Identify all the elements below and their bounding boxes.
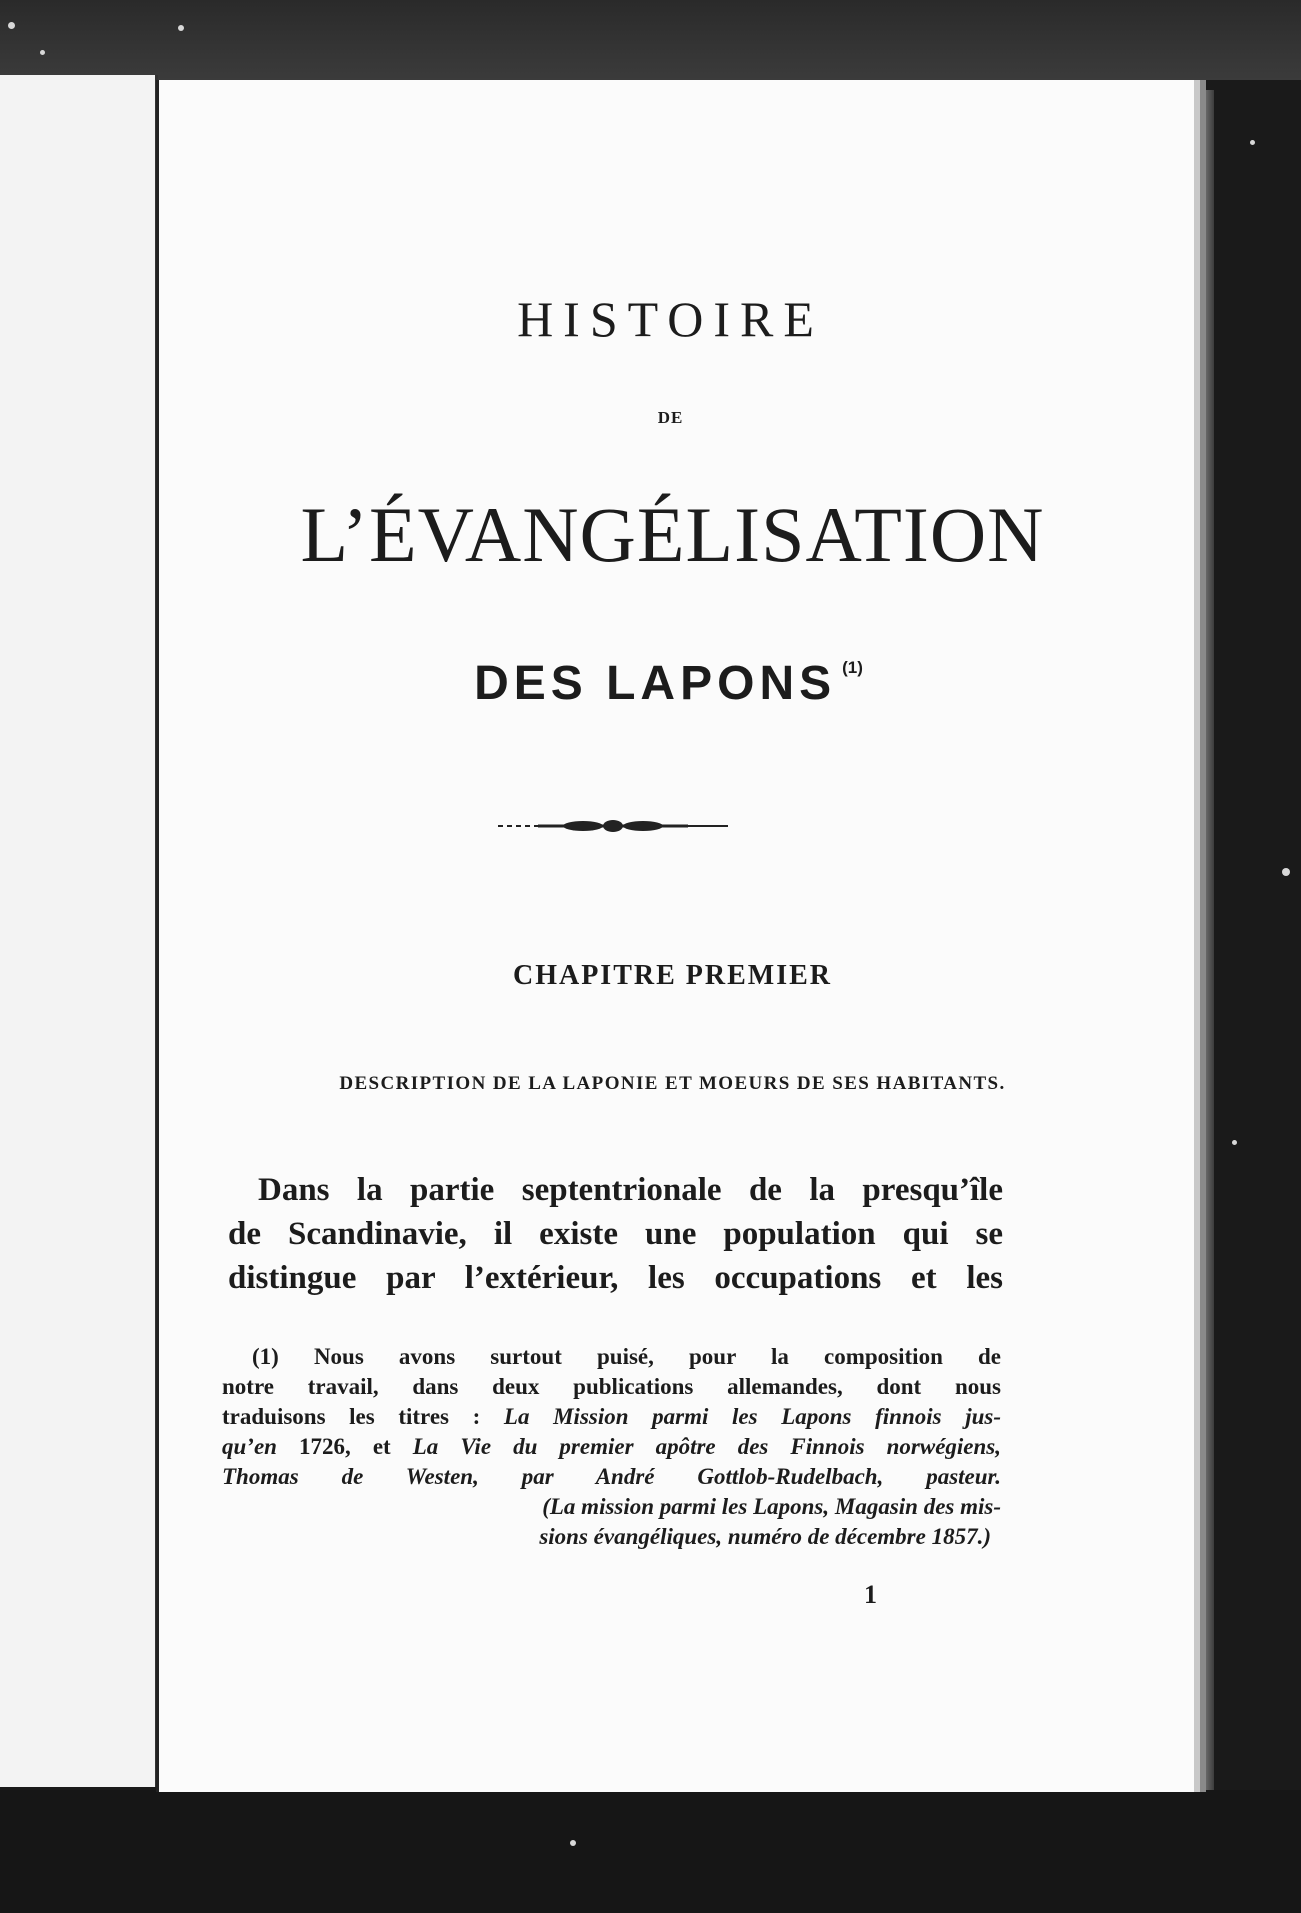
- footnote-line: (1) Nous avons surtout puisé, pour la composition de: [252, 1344, 1001, 1369]
- scan-bottom-border: [0, 1790, 1301, 1913]
- scan-speck: [1250, 140, 1255, 145]
- footnote-italic: Thomas de Westen, par André Gottlob-Rudelbach, pasteur.: [222, 1464, 1001, 1489]
- scan-speck: [1282, 868, 1290, 876]
- body-line: de Scandinavie, il existe une population qui se: [228, 1216, 1003, 1252]
- footnote-italic: La Vie du premier apôtre des Finnois norwégiens,: [412, 1434, 1001, 1459]
- title-evangelisation: L’ÉVANGÉLISATION: [300, 491, 1045, 578]
- footnote-italic: La Mission parmi les Lapons finnois jus-: [503, 1404, 1002, 1429]
- footnote-text: 1726, et: [276, 1434, 413, 1459]
- footnote: [222, 1342, 1001, 1552]
- title-de: DE: [657, 408, 684, 427]
- chapter-heading: CHAPITRE PREMIER: [512, 960, 832, 991]
- footnote-line: [222, 1432, 1001, 1462]
- footnote-text: traduisons les titres :: [222, 1404, 504, 1429]
- body-paragraph: [228, 1168, 1003, 1300]
- chapter-subheading: DESCRIPTION DE LA LAPONIE ET MOEURS DE SES HABITANTS.: [339, 1073, 1006, 1094]
- title-histoire: HISTOIRE: [517, 291, 824, 347]
- scan-speck: [1232, 1140, 1237, 1145]
- body-line: Dans la partie septentrionale de la presqu’île: [258, 1172, 1003, 1208]
- footnote-line: [222, 1522, 1001, 1552]
- footnote-marker: (1): [842, 658, 863, 677]
- title-des-lapons: [18, 656, 1301, 711]
- footnote-line: [222, 1492, 1001, 1522]
- footnote-line: notre travail, dans deux publications allemandes, dont nous: [222, 1374, 1001, 1399]
- scan-speck: [178, 25, 184, 31]
- scan-top-border: [0, 0, 1301, 80]
- ornament-divider: [498, 817, 728, 835]
- scan-speck: [570, 1840, 576, 1846]
- footnote-italic: qu’en: [222, 1434, 277, 1459]
- title-des-lapons-text: DES LAPONS: [474, 657, 837, 710]
- footnote-italic: (La mission parmi les Lapons, Magasin des mis-: [542, 1494, 1001, 1519]
- body-line: distingue par l’extérieur, les occupations et les: [228, 1260, 1003, 1296]
- scan-speck: [40, 50, 45, 55]
- page-number: 1: [864, 1580, 877, 1609]
- scan-speck: [8, 22, 15, 29]
- footnote-italic: sions évangéliques, numéro de décembre 1857.): [539, 1524, 991, 1549]
- footnote-line: [222, 1402, 1001, 1432]
- footnote-line: [222, 1462, 1001, 1492]
